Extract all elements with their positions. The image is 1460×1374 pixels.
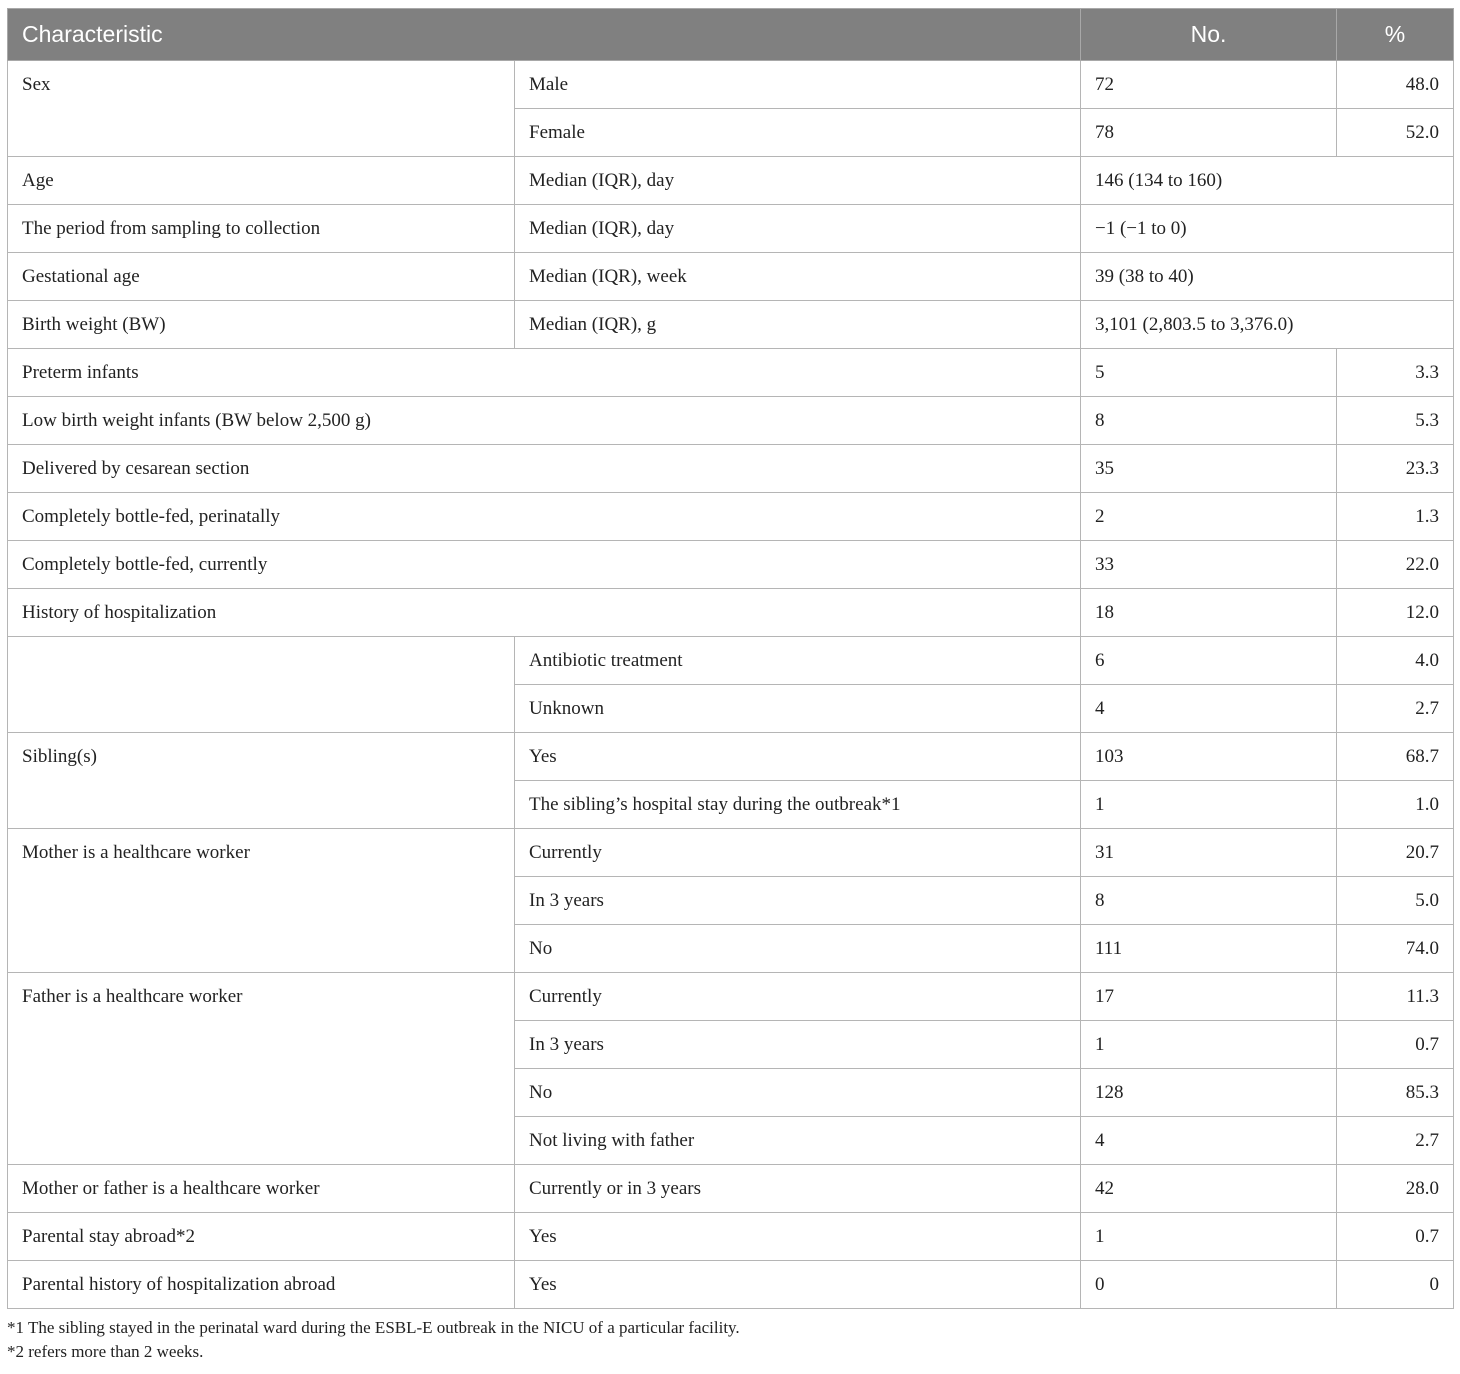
cell-pct: 1.3	[1337, 493, 1454, 541]
cell-pct: 3.3	[1337, 349, 1454, 397]
cell-no: 35	[1081, 445, 1337, 493]
cell-pct: 85.3	[1337, 1069, 1454, 1117]
table-row	[8, 301, 1454, 349]
cell-no: 42	[1081, 1165, 1337, 1213]
row-sublabel: Median (IQR), week	[515, 253, 1081, 301]
row-sublabel: Yes	[515, 1213, 1081, 1261]
cell-pct: 52.0	[1337, 109, 1454, 157]
row-label: Mother is a healthcare worker	[8, 829, 515, 973]
row-sublabel: Median (IQR), day	[515, 157, 1081, 205]
cell-pct: 28.0	[1337, 1165, 1454, 1213]
table-row	[8, 973, 1454, 1021]
row-label: Mother or father is a healthcare worker	[8, 1165, 515, 1213]
cell-value: 3,101 (2,803.5 to 3,376.0)	[1081, 301, 1454, 349]
table-header-row	[8, 9, 1454, 61]
footnote-2: *2 refers more than 2 weeks.	[7, 1342, 204, 1361]
cell-pct: 22.0	[1337, 541, 1454, 589]
cell-pct: 4.0	[1337, 637, 1454, 685]
row-sublabel: In 3 years	[515, 877, 1081, 925]
table-row	[8, 1213, 1454, 1261]
cell-no: 18	[1081, 589, 1337, 637]
row-label: Father is a healthcare worker	[8, 973, 515, 1165]
table-row	[8, 493, 1454, 541]
cell-pct: 0.7	[1337, 1021, 1454, 1069]
cell-no: 1	[1081, 1021, 1337, 1069]
cell-pct: 74.0	[1337, 925, 1454, 973]
table-row	[8, 589, 1454, 637]
cell-value: −1 (−1 to 0)	[1081, 205, 1454, 253]
cell-no: 103	[1081, 733, 1337, 781]
row-label: Sex	[8, 61, 515, 157]
row-label: The period from sampling to collection	[8, 205, 515, 253]
cell-no: 78	[1081, 109, 1337, 157]
row-sublabel: No	[515, 1069, 1081, 1117]
row-sublabel: Not living with father	[515, 1117, 1081, 1165]
table-row	[8, 637, 1454, 685]
cell-no: 33	[1081, 541, 1337, 589]
header-characteristic: Characteristic	[8, 9, 1081, 61]
cell-pct: 48.0	[1337, 61, 1454, 109]
table-row	[8, 445, 1454, 493]
cell-no: 6	[1081, 637, 1337, 685]
table-row	[8, 157, 1454, 205]
cell-no: 31	[1081, 829, 1337, 877]
cell-no: 72	[1081, 61, 1337, 109]
row-sublabel: Yes	[515, 733, 1081, 781]
cell-value: 39 (38 to 40)	[1081, 253, 1454, 301]
row-sublabel: Antibiotic treatment	[515, 637, 1081, 685]
header-pct: %	[1337, 9, 1454, 61]
cell-pct: 0	[1337, 1261, 1454, 1309]
cell-pct: 0.7	[1337, 1213, 1454, 1261]
cell-pct: 23.3	[1337, 445, 1454, 493]
row-label: Parental stay abroad*2	[8, 1213, 515, 1261]
characteristics-table	[7, 8, 1454, 1309]
table-row	[8, 541, 1454, 589]
row-label: Low birth weight infants (BW below 2,500 g)	[8, 397, 1081, 445]
row-sublabel: Unknown	[515, 685, 1081, 733]
cell-pct: 2.7	[1337, 685, 1454, 733]
cell-pct: 20.7	[1337, 829, 1454, 877]
row-sublabel: Currently or in 3 years	[515, 1165, 1081, 1213]
cell-pct: 2.7	[1337, 1117, 1454, 1165]
row-sublabel: Male	[515, 61, 1081, 109]
cell-pct: 5.3	[1337, 397, 1454, 445]
cell-no: 2	[1081, 493, 1337, 541]
row-sublabel: The sibling’s hospital stay during the outbreak*1	[515, 781, 1081, 829]
cell-no: 1	[1081, 781, 1337, 829]
footnotes	[7, 1316, 1453, 1364]
row-label: Preterm infants	[8, 349, 1081, 397]
table-row	[8, 733, 1454, 781]
table-row	[8, 1165, 1454, 1213]
header-no: No.	[1081, 9, 1337, 61]
row-label: Gestational age	[8, 253, 515, 301]
table-row	[8, 349, 1454, 397]
cell-no: 8	[1081, 397, 1337, 445]
cell-no: 128	[1081, 1069, 1337, 1117]
cell-no: 17	[1081, 973, 1337, 1021]
cell-value: 146 (134 to 160)	[1081, 157, 1454, 205]
row-sublabel: In 3 years	[515, 1021, 1081, 1069]
cell-no: 1	[1081, 1213, 1337, 1261]
cell-pct: 5.0	[1337, 877, 1454, 925]
cell-no: 0	[1081, 1261, 1337, 1309]
cell-pct: 1.0	[1337, 781, 1454, 829]
row-sublabel: Currently	[515, 973, 1081, 1021]
row-sublabel: No	[515, 925, 1081, 973]
row-sublabel: Currently	[515, 829, 1081, 877]
row-label: History of hospitalization	[8, 589, 1081, 637]
table-row	[8, 253, 1454, 301]
table-row	[8, 397, 1454, 445]
row-label: Age	[8, 157, 515, 205]
row-sublabel: Female	[515, 109, 1081, 157]
row-label: Parental history of hospitalization abroad	[8, 1261, 515, 1309]
cell-no: 111	[1081, 925, 1337, 973]
row-label: Completely bottle-fed, currently	[8, 541, 1081, 589]
table-row	[8, 1261, 1454, 1309]
cell-pct: 11.3	[1337, 973, 1454, 1021]
cell-no: 4	[1081, 685, 1337, 733]
cell-no: 8	[1081, 877, 1337, 925]
row-label: Delivered by cesarean section	[8, 445, 1081, 493]
table-row	[8, 205, 1454, 253]
row-sublabel: Median (IQR), day	[515, 205, 1081, 253]
cell-pct: 12.0	[1337, 589, 1454, 637]
footnote-1: *1 The sibling stayed in the perinatal ward during the ESBL-E outbreak in the NICU of a particular facility.	[7, 1318, 740, 1337]
row-label: Completely bottle-fed, perinatally	[8, 493, 1081, 541]
row-label: Birth weight (BW)	[8, 301, 515, 349]
row-sublabel: Yes	[515, 1261, 1081, 1309]
cell-pct: 68.7	[1337, 733, 1454, 781]
cell-no: 5	[1081, 349, 1337, 397]
row-label-empty	[8, 637, 515, 733]
row-label: Sibling(s)	[8, 733, 515, 829]
table-container	[7, 8, 1453, 1364]
row-sublabel: Median (IQR), g	[515, 301, 1081, 349]
table-row	[8, 61, 1454, 109]
cell-no: 4	[1081, 1117, 1337, 1165]
table-row	[8, 829, 1454, 877]
